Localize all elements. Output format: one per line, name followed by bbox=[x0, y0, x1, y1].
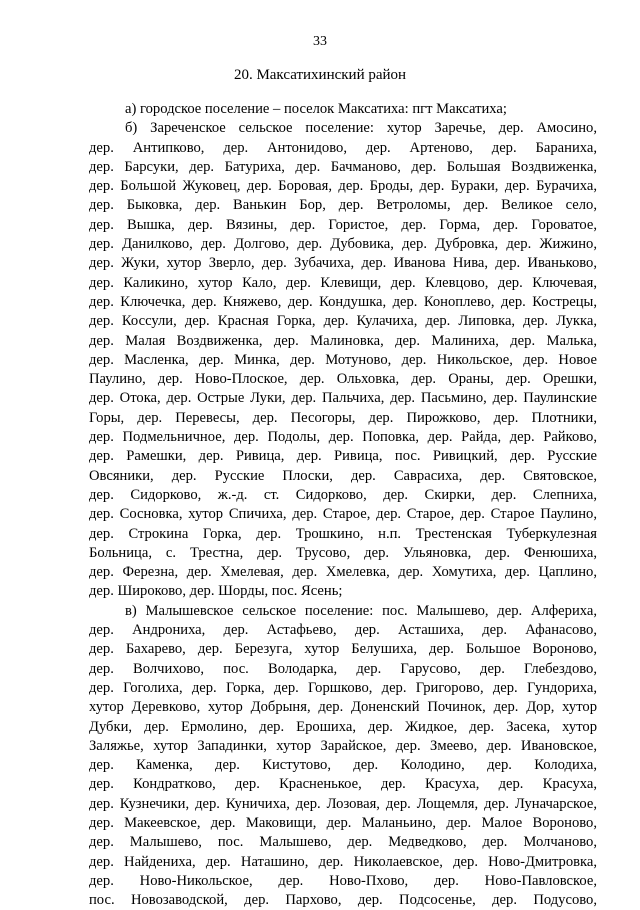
text-line: дер. Ферезна, дер. Хмелевая, дер. Хмелевка, дер. Хомутиха, дер. Цаплино, bbox=[89, 564, 597, 581]
text-line: дер. Каликино, хутор Кало, дер. Клевищи, дер. Клевцово, дер. Ключевая, bbox=[89, 274, 597, 291]
text-line: дер. Подмельничное, дер. Подолы, дер. Поповка, дер. Райда, дер. Райково, bbox=[89, 429, 597, 446]
text-line: дер. Масленка, дер. Минка, дер. Мотуново, дер. Никольское, дер. Новое bbox=[89, 351, 597, 368]
text-line: Больница, с. Трестна, дер. Трусово, дер. Ульяновка, дер. Фенюшиха, bbox=[89, 544, 597, 561]
text-line: дер. Кузнечики, дер. Куничиха, дер. Лозовая, дер. Лощемля, дер. Луначарское, bbox=[89, 795, 597, 812]
text-line: Паулино, дер. Ново-Плоское, дер. Ольховка, дер. Ораны, дер. Орешки, bbox=[89, 371, 597, 388]
text-line: дер. Каменка, дер. Кистутово, дер. Колодино, дер. Колодиха, bbox=[89, 757, 597, 774]
text-line: дер. Малышево, пос. Малышево, дер. Медведково, дер. Молчаново, bbox=[89, 834, 597, 851]
text-line: дер. Коссули, дер. Красная Горка, дер. Кулачиха, дер. Липовка, дер. Лукка, bbox=[89, 313, 597, 330]
text-line: дер. Вышка, дер. Вязины, дер. Гористое, дер. Горма, дер. Гороватое, bbox=[89, 216, 597, 233]
text-line: дер. Рамешки, дер. Ривица, дер. Ривица, пос. Ривицкий, дер. Русские bbox=[89, 448, 597, 465]
text-line: дер. Сосновка, хутор Спичиха, дер. Старое, дер. Старое, дер. Старое Паулино, bbox=[89, 506, 597, 523]
text-line: б) Зареченское сельское поселение: хутор Заречье, дер. Амосино, bbox=[125, 120, 597, 137]
text-line: в) Малышевское сельское поселение: пос. Малышево, дер. Алфериха, bbox=[125, 602, 597, 619]
text-line: дер. Гоголиха, дер. Горка, дер. Горшково, дер. Григорово, дер. Гундориха, bbox=[89, 679, 597, 696]
page-number: 33 bbox=[313, 34, 327, 49]
section-heading: 20. Максатихинский район bbox=[233, 67, 407, 83]
text-line: дер. Жуки, хутор Зверло, дер. Зубачиха, дер. Иванова Нива, дер. Иваньково, bbox=[89, 255, 597, 272]
text-line: дер. Малая Воздвиженка, дер. Малиновка, дер. Малиниха, дер. Малька, bbox=[89, 332, 597, 349]
text-line: Дубки, дер. Ермолино, дер. Ерошиха, дер. Жидкое, дер. Засека, хутор bbox=[89, 718, 597, 735]
text-line: а) городское поселение – поселок Максатиха: пгт Максатиха; bbox=[125, 101, 507, 117]
text-line: Овсяники, дер. Русские Плоски, дер. Саврасиха, дер. Святовское, bbox=[89, 467, 597, 484]
text-line: дер. Данилково, дер. Долгово, дер. Дубовика, дер. Дубровка, дер. Жижино, bbox=[89, 236, 597, 253]
text-line: дер. Ключечка, дер. Княжево, дер. Кондушка, дер. Коноплево, дер. Кострецы, bbox=[89, 293, 597, 310]
text-line: дер. Строкина Горка, дер. Трошкино, н.п. Трестенская Туберкулезная bbox=[89, 525, 597, 542]
text-line: дер. Большой Жуковец, дер. Боровая, дер. Броды, дер. Бураки, дер. Бурачиха, bbox=[89, 178, 597, 195]
text-line: Горы, дер. Перевесы, дер. Песогоры, дер. Пирожково, дер. Плотники, bbox=[89, 409, 597, 426]
text-line: дер. Бахарево, дер. Березуга, хутор Белушиха, дер. Большое Вороново, bbox=[89, 641, 597, 658]
text-line: дер. Найдениха, дер. Наташино, дер. Николаевское, дер. Ново-Дмитровка, bbox=[89, 853, 597, 870]
text-line: дер. Сидорково, ж.-д. ст. Сидорково, дер. Скирки, дер. Слепниха, bbox=[89, 486, 597, 503]
text-line: хутор Деревково, хутор Добрыня, дер. Доненский Починок, дер. Дор, хутор bbox=[89, 699, 597, 716]
text-line: дер. Быковка, дер. Ванькин Бор, дер. Ветроломы, дер. Великое село, bbox=[89, 197, 597, 214]
text-line: дер. Отока, дер. Острые Луки, дер. Пальчиха, дер. Пасьмино, дер. Паулинские bbox=[89, 390, 597, 407]
text-line: дер. Антипково, дер. Антонидово, дер. Артеново, дер. Бараниха, bbox=[89, 139, 597, 156]
text-line: дер. Кондратково, дер. Красненькое, дер. Красуха, дер. Красуха, bbox=[89, 776, 597, 793]
text-line: дер. Макеевское, дер. Маковищи, дер. Маланьино, дер. Малое Вороново, bbox=[89, 814, 597, 831]
text-line: дер. Ново-Никольское, дер. Ново-Пхово, дер. Ново-Павловское, bbox=[89, 872, 597, 889]
text-line: пос. Новозаводской, дер. Пархово, дер. Подсосенье, дер. Подусово, bbox=[89, 892, 597, 909]
text-line: дер. Волчихово, пос. Володарка, дер. Гарусово, дер. Глебездово, bbox=[89, 660, 597, 677]
text-line: дер. Барсуки, дер. Батуриха, дер. Бачманово, дер. Большая Воздвиженка, bbox=[89, 158, 597, 175]
text-line: дер. Широково, дер. Шорды, пос. Ясень; bbox=[89, 583, 343, 600]
text-line: дер. Андрониха, дер. Астафьево, дер. Асташиха, дер. Афанасово, bbox=[89, 622, 597, 639]
text-line: Заляжье, хутор Западинки, хутор Зарайское, дер. Змеево, дер. Ивановское, bbox=[89, 737, 597, 754]
section-body bbox=[89, 100, 597, 910]
